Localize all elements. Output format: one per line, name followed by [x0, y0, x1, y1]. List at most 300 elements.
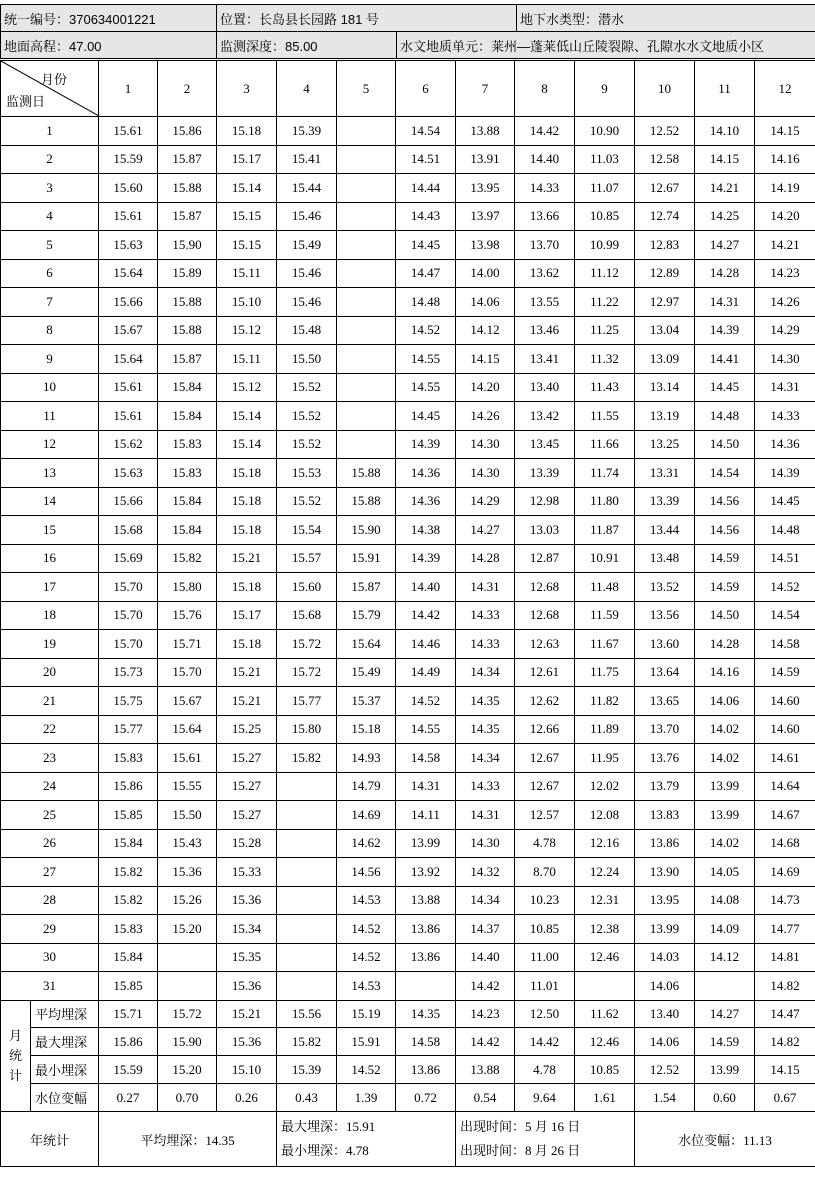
- depth-cell: [277, 886, 337, 915]
- depth-cell: 14.38: [396, 516, 456, 545]
- depth-cell: 13.42: [515, 402, 575, 431]
- depth-cell: 14.15: [755, 117, 815, 146]
- table-row: [1, 972, 815, 1001]
- day-label: 20: [1, 658, 99, 687]
- monthly-stats-char: 统: [8, 1047, 22, 1063]
- day-label: 21: [1, 687, 99, 716]
- month-header-row: [1, 61, 815, 117]
- depth-cell: 13.90: [635, 858, 695, 887]
- depth-cell: 15.20: [158, 915, 217, 944]
- monitoring-depth: 监测深度：85.00: [217, 32, 397, 59]
- stat-label: 最小埋深: [31, 1056, 99, 1084]
- depth-cell: 15.34: [217, 915, 277, 944]
- depth-cell: 14.36: [755, 430, 815, 459]
- depth-cell: 15.46: [277, 202, 337, 231]
- depth-cell: 15.82: [99, 886, 158, 915]
- depth-cell: 14.00: [456, 259, 515, 288]
- day-label: 11: [1, 402, 99, 431]
- depth-cell: 15.17: [217, 601, 277, 630]
- depth-cell: 14.48: [396, 288, 456, 317]
- depth-cell: 11.25: [575, 316, 635, 345]
- depth-cell: 15.87: [337, 573, 396, 602]
- depth-cell: 14.20: [456, 373, 515, 402]
- depth-cell: 15.64: [337, 630, 396, 659]
- depth-cell: 15.59: [99, 145, 158, 174]
- year-extreme-times: [456, 1112, 635, 1167]
- depth-cell: 14.40: [396, 573, 456, 602]
- depth-cell: 15.61: [99, 202, 158, 231]
- depth-cell: 15.70: [158, 658, 217, 687]
- depth-cell: 14.30: [755, 345, 815, 374]
- depth-cell: 15.62: [99, 430, 158, 459]
- depth-cell: [337, 316, 396, 345]
- depth-cell: 15.27: [217, 744, 277, 773]
- depth-cell: 11.82: [575, 687, 635, 716]
- depth-cell: 14.33: [515, 174, 575, 203]
- depth-cell: 15.75: [99, 687, 158, 716]
- depth-cell: 13.52: [635, 573, 695, 602]
- depth-cell: 15.80: [277, 715, 337, 744]
- table-row: [1, 516, 815, 545]
- depth-cell: 14.47: [396, 259, 456, 288]
- depth-cell: 14.52: [396, 316, 456, 345]
- depth-cell: 15.77: [277, 687, 337, 716]
- depth-cell: 11.95: [575, 744, 635, 773]
- depth-cell: 12.31: [575, 886, 635, 915]
- depth-cell: 15.84: [158, 373, 217, 402]
- depth-cell: [277, 772, 337, 801]
- depth-cell: 13.45: [515, 430, 575, 459]
- depth-cell: 13.31: [635, 459, 695, 488]
- year-min-time: 出现时间：8 月 26 日: [460, 1143, 581, 1159]
- depth-cell: 11.00: [515, 943, 575, 972]
- depth-cell: 14.33: [456, 630, 515, 659]
- stat-cell: 15.36: [217, 1028, 277, 1056]
- year-max-time: 出现时间：5 月 16 日: [460, 1119, 581, 1135]
- depth-cell: 15.28: [217, 829, 277, 858]
- depth-cell: 12.46: [575, 943, 635, 972]
- depth-cell: 13.04: [635, 316, 695, 345]
- depth-cell: 10.91: [575, 544, 635, 573]
- depth-cell: 15.15: [217, 231, 277, 260]
- depth-cell: 14.16: [755, 145, 815, 174]
- monthly-stats-char: 月: [8, 1027, 22, 1043]
- depth-cell: 14.31: [755, 373, 815, 402]
- depth-cell: 14.42: [515, 117, 575, 146]
- depth-cell: 13.86: [635, 829, 695, 858]
- depth-cell: [337, 430, 396, 459]
- depth-cell: 14.52: [337, 943, 396, 972]
- depth-cell: 15.70: [99, 573, 158, 602]
- depth-cell: [337, 231, 396, 260]
- depth-cell: 13.44: [635, 516, 695, 545]
- depth-cell: 15.18: [217, 573, 277, 602]
- depth-cell: 15.27: [217, 801, 277, 830]
- depth-cell: 12.98: [515, 487, 575, 516]
- stat-cell: 14.47: [755, 1000, 815, 1028]
- depth-cell: 15.90: [158, 231, 217, 260]
- table-row: [1, 744, 815, 773]
- depth-cell: 14.33: [755, 402, 815, 431]
- table-row: [1, 573, 815, 602]
- depth-cell: 13.19: [635, 402, 695, 431]
- depth-cell: 11.12: [575, 259, 635, 288]
- depth-cell: 15.18: [217, 630, 277, 659]
- month-header: 6: [396, 61, 456, 117]
- depth-cell: 15.66: [99, 487, 158, 516]
- stat-cell: 14.42: [456, 1028, 515, 1056]
- table-row: [1, 943, 815, 972]
- depth-cell: 15.21: [217, 544, 277, 573]
- depth-cell: [337, 402, 396, 431]
- depth-cell: 15.49: [337, 658, 396, 687]
- depth-cell: 15.84: [158, 516, 217, 545]
- depth-cell: 15.85: [99, 972, 158, 1001]
- depth-cell: 15.66: [99, 288, 158, 317]
- day-label: 16: [1, 544, 99, 573]
- depth-cell: 13.70: [635, 715, 695, 744]
- month-header: 4: [277, 61, 337, 117]
- depth-cell: 14.12: [695, 943, 755, 972]
- stat-cell: 4.78: [515, 1056, 575, 1084]
- depth-cell: 15.21: [217, 687, 277, 716]
- depth-cell: 14.42: [396, 601, 456, 630]
- depth-cell: 13.86: [396, 943, 456, 972]
- stat-cell: 15.71: [99, 1000, 158, 1028]
- depth-cell: 14.02: [695, 715, 755, 744]
- depth-cell: 14.39: [755, 459, 815, 488]
- table-row: [1, 117, 815, 146]
- depth-cell: 14.06: [456, 288, 515, 317]
- depth-cell: 13.46: [515, 316, 575, 345]
- stat-cell: 13.86: [396, 1056, 456, 1084]
- depth-cell: 15.61: [99, 373, 158, 402]
- depth-cell: 14.43: [396, 202, 456, 231]
- stat-cell: 15.59: [99, 1056, 158, 1084]
- depth-cell: 14.15: [695, 145, 755, 174]
- depth-cell: 8.70: [515, 858, 575, 887]
- depth-cell: 15.36: [217, 972, 277, 1001]
- stat-cell: 15.10: [217, 1056, 277, 1084]
- depth-cell: 13.41: [515, 345, 575, 374]
- depth-cell: 13.98: [456, 231, 515, 260]
- depth-cell: 15.18: [217, 117, 277, 146]
- depth-cell: 15.86: [99, 772, 158, 801]
- year-max-depth: 最大埋深：15.91: [281, 1119, 376, 1135]
- depth-cell: 13.91: [456, 145, 515, 174]
- month-header: 7: [456, 61, 515, 117]
- table-row: [1, 487, 815, 516]
- month-header: 10: [635, 61, 695, 117]
- depth-cell: 15.71: [158, 630, 217, 659]
- depth-cell: 15.35: [217, 943, 277, 972]
- depth-cell: 13.64: [635, 658, 695, 687]
- depth-cell: 12.68: [515, 601, 575, 630]
- depth-cell: [396, 972, 456, 1001]
- depth-cell: 12.68: [515, 573, 575, 602]
- depth-cell: 15.82: [99, 858, 158, 887]
- depth-cell: 13.83: [635, 801, 695, 830]
- depth-cell: 14.46: [396, 630, 456, 659]
- depth-cell: 15.14: [217, 430, 277, 459]
- depth-cell: 10.99: [575, 231, 635, 260]
- yearly-stats-row: [1, 1112, 815, 1167]
- table-row: [1, 145, 815, 174]
- depth-cell: 14.82: [755, 972, 815, 1001]
- depth-cell: 15.12: [217, 316, 277, 345]
- depth-cell: [277, 858, 337, 887]
- depth-cell: 12.97: [635, 288, 695, 317]
- depth-cell: [158, 943, 217, 972]
- depth-cell: 13.56: [635, 601, 695, 630]
- depth-cell: 14.29: [456, 487, 515, 516]
- table-row: [1, 601, 815, 630]
- day-label: 19: [1, 630, 99, 659]
- depth-cell: 14.16: [695, 658, 755, 687]
- depth-cell: 15.61: [99, 402, 158, 431]
- depth-cell: 15.41: [277, 145, 337, 174]
- table-row: [1, 715, 815, 744]
- depth-cell: [277, 972, 337, 1001]
- depth-cell: 11.03: [575, 145, 635, 174]
- depth-cell: 15.73: [99, 658, 158, 687]
- depth-cell: 14.58: [396, 744, 456, 773]
- stat-cell: 0.54: [456, 1084, 515, 1112]
- day-label: 2: [1, 145, 99, 174]
- depth-cell: 14.12: [456, 316, 515, 345]
- stat-cell: 0.27: [99, 1084, 158, 1112]
- stat-cell: 15.56: [277, 1000, 337, 1028]
- depth-cell: 14.81: [755, 943, 815, 972]
- depth-cell: 13.39: [515, 459, 575, 488]
- depth-cell: 14.67: [755, 801, 815, 830]
- depth-cell: 14.45: [755, 487, 815, 516]
- depth-cell: 15.63: [99, 459, 158, 488]
- depth-cell: 10.23: [515, 886, 575, 915]
- depth-cell: 15.84: [158, 487, 217, 516]
- depth-cell: 15.77: [99, 715, 158, 744]
- depth-cell: 15.11: [217, 259, 277, 288]
- day-label: 31: [1, 972, 99, 1001]
- depth-cell: 11.89: [575, 715, 635, 744]
- depth-cell: 14.21: [755, 231, 815, 260]
- depth-cell: 10.90: [575, 117, 635, 146]
- depth-cell: 13.88: [396, 886, 456, 915]
- depth-cell: [337, 202, 396, 231]
- depth-cell: [575, 972, 635, 1001]
- depth-cell: 15.60: [99, 174, 158, 203]
- depth-cell: 13.97: [456, 202, 515, 231]
- depth-cell: 15.55: [158, 772, 217, 801]
- depth-cell: 10.85: [575, 202, 635, 231]
- depth-cell: 11.01: [515, 972, 575, 1001]
- depth-cell: 14.36: [396, 487, 456, 516]
- depth-cell: 15.49: [277, 231, 337, 260]
- depth-cell: 15.84: [158, 402, 217, 431]
- day-label: 5: [1, 231, 99, 260]
- stat-cell: 0.26: [217, 1084, 277, 1112]
- depth-cell: 13.99: [695, 772, 755, 801]
- depth-cell: 15.63: [99, 231, 158, 260]
- depth-cell: 15.14: [217, 402, 277, 431]
- depth-cell: 13.95: [635, 886, 695, 915]
- year-level-range: 水位变幅：11.13: [635, 1112, 815, 1167]
- depth-cell: 15.52: [277, 373, 337, 402]
- depth-cell: 14.08: [695, 886, 755, 915]
- stat-cell: 13.40: [635, 1000, 695, 1028]
- depth-cell: [337, 288, 396, 317]
- day-label: 26: [1, 829, 99, 858]
- stat-cell: 15.39: [277, 1056, 337, 1084]
- table-row: [1, 373, 815, 402]
- stat-row: [1, 1000, 815, 1028]
- depth-cell: 12.24: [575, 858, 635, 887]
- depth-cell: 13.48: [635, 544, 695, 573]
- depth-cell: 13.76: [635, 744, 695, 773]
- depth-cell: 15.39: [277, 117, 337, 146]
- depth-cell: 15.88: [158, 288, 217, 317]
- depth-cell: 15.88: [337, 487, 396, 516]
- depth-cell: [337, 145, 396, 174]
- day-label: 27: [1, 858, 99, 887]
- depth-cell: 14.23: [755, 259, 815, 288]
- stat-cell: 14.59: [695, 1028, 755, 1056]
- stat-label: 平均埋深: [31, 1000, 99, 1028]
- depth-cell: 15.82: [158, 544, 217, 573]
- day-label: 14: [1, 487, 99, 516]
- stat-cell: 14.52: [337, 1056, 396, 1084]
- depth-cell: 15.83: [99, 744, 158, 773]
- depth-cell: 15.57: [277, 544, 337, 573]
- stat-cell: 15.86: [99, 1028, 158, 1056]
- day-label: 15: [1, 516, 99, 545]
- depth-cell: 14.29: [755, 316, 815, 345]
- depth-cell: 15.87: [158, 345, 217, 374]
- depth-cell: 14.68: [755, 829, 815, 858]
- depth-cell: 15.87: [158, 202, 217, 231]
- depth-cell: 14.45: [695, 373, 755, 402]
- hydrogeologic-unit: 水文地质单元：莱州—蓬莱低山丘陵裂隙、孔隙水水文地质小区: [397, 32, 815, 59]
- depth-cell: 14.06: [635, 972, 695, 1001]
- depth-cell: 14.34: [456, 886, 515, 915]
- depth-cell: 14.30: [456, 829, 515, 858]
- depth-cell: 14.40: [456, 943, 515, 972]
- depth-cell: 11.67: [575, 630, 635, 659]
- depth-cell: 14.48: [755, 516, 815, 545]
- depth-cell: 11.22: [575, 288, 635, 317]
- stat-cell: 15.82: [277, 1028, 337, 1056]
- depth-cell: 15.88: [337, 459, 396, 488]
- depth-cell: 15.69: [99, 544, 158, 573]
- depth-cell: 12.66: [515, 715, 575, 744]
- month-header: 1: [99, 61, 158, 117]
- depth-cell: 14.44: [396, 174, 456, 203]
- depth-cell: 15.64: [158, 715, 217, 744]
- table-row: [1, 858, 815, 887]
- depth-cell: 14.25: [695, 202, 755, 231]
- depth-cell: 14.34: [456, 744, 515, 773]
- depth-cell: 15.53: [277, 459, 337, 488]
- depth-cell: 12.89: [635, 259, 695, 288]
- stat-cell: 14.06: [635, 1028, 695, 1056]
- month-header: 8: [515, 61, 575, 117]
- ground-elevation: 地面高程：47.00: [1, 32, 217, 59]
- depth-cell: 14.93: [337, 744, 396, 773]
- depth-cell: 15.54: [277, 516, 337, 545]
- depth-cell: 15.67: [158, 687, 217, 716]
- table-row: [1, 259, 815, 288]
- depth-cell: 14.52: [337, 915, 396, 944]
- depth-cell: 13.60: [635, 630, 695, 659]
- depth-cell: 13.65: [635, 687, 695, 716]
- depth-cell: 14.28: [695, 259, 755, 288]
- depth-cell: 12.62: [515, 687, 575, 716]
- stat-cell: 0.60: [695, 1084, 755, 1112]
- depth-cell: 13.62: [515, 259, 575, 288]
- depth-cell: 13.39: [635, 487, 695, 516]
- table-row: [1, 459, 815, 488]
- depth-cell: 13.03: [515, 516, 575, 545]
- stat-cell: 0.72: [396, 1084, 456, 1112]
- depth-cell: 15.36: [217, 886, 277, 915]
- depth-cell: 15.17: [217, 145, 277, 174]
- depth-cell: 14.55: [396, 715, 456, 744]
- table-row: [1, 430, 815, 459]
- depth-cell: 11.74: [575, 459, 635, 488]
- table-row: [1, 687, 815, 716]
- table-row: [1, 402, 815, 431]
- day-label: 3: [1, 174, 99, 203]
- month-header: 3: [217, 61, 277, 117]
- depth-cell: 14.62: [337, 829, 396, 858]
- depth-cell: [158, 972, 217, 1001]
- depth-cell: 14.60: [755, 687, 815, 716]
- depth-cell: 11.55: [575, 402, 635, 431]
- depth-cell: 14.34: [456, 658, 515, 687]
- day-axis-label: 监测日: [6, 94, 46, 109]
- depth-cell: 15.52: [277, 430, 337, 459]
- depth-cell: 13.92: [396, 858, 456, 887]
- depth-cell: 15.21: [217, 658, 277, 687]
- stat-cell: 1.39: [337, 1084, 396, 1112]
- depth-cell: 14.61: [755, 744, 815, 773]
- day-label: 24: [1, 772, 99, 801]
- depth-cell: 15.36: [158, 858, 217, 887]
- day-label: 6: [1, 259, 99, 288]
- depth-cell: 15.18: [337, 715, 396, 744]
- day-label: 10: [1, 373, 99, 402]
- header-corner: [1, 61, 99, 117]
- stat-cell: 12.50: [515, 1000, 575, 1028]
- depth-cell: 11.32: [575, 345, 635, 374]
- stat-cell: 12.46: [575, 1028, 635, 1056]
- depth-cell: 14.30: [456, 430, 515, 459]
- depth-cell: 15.14: [217, 174, 277, 203]
- day-label: 17: [1, 573, 99, 602]
- depth-cell: 12.61: [515, 658, 575, 687]
- depth-cell: [337, 345, 396, 374]
- depth-cell: 14.28: [695, 630, 755, 659]
- depth-cell: 11.07: [575, 174, 635, 203]
- depth-cell: 15.18: [217, 487, 277, 516]
- depth-cell: 13.79: [635, 772, 695, 801]
- yearly-stats-label: 年统计: [1, 1112, 99, 1167]
- depth-cell: 15.15: [217, 202, 277, 231]
- depth-cell: 14.58: [755, 630, 815, 659]
- depth-cell: 13.99: [635, 915, 695, 944]
- stat-cell: 10.85: [575, 1056, 635, 1084]
- depth-cell: 15.82: [277, 744, 337, 773]
